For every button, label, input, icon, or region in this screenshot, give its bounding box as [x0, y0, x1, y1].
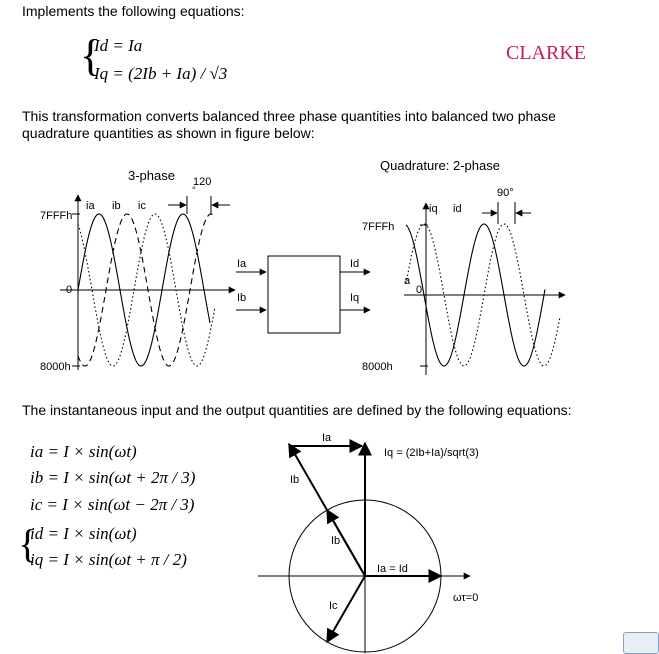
equation-ia: ia = I × sin(ωt): [30, 442, 137, 461]
quadrature-yzero: 0: [416, 284, 423, 296]
paragraph-1-line-1: This transformation converts balanced three phase quantities into balanced two phase: [22, 108, 556, 124]
three-phase-angle: 120: [193, 176, 212, 188]
equation-iq: Iq = (2Ib + Ia) / √3: [94, 64, 228, 83]
phasor-label-ib-outer: Ib: [290, 474, 300, 486]
label-ib: ib: [112, 200, 121, 212]
paragraph-1-line-2: quadrature quantities as shown in figure below:: [22, 125, 315, 141]
phasor-label-wt: ωτ=0: [453, 592, 479, 604]
phasor-label-ia-id: Ia = Id: [377, 563, 408, 575]
equation-brace-2: {: [18, 521, 38, 566]
three-phase-ymax: 7FFFh: [40, 210, 73, 222]
equation-ic: ic = I × sin(ωt − 2π / 3): [30, 495, 195, 514]
three-phase-title: 3-phase: [128, 168, 175, 183]
block-output-q: Iq: [350, 292, 360, 304]
three-phase-ymin: 8000h: [40, 361, 71, 373]
quadrature-angle: 90°: [497, 187, 514, 199]
equation-ib: ib = I × sin(ωt + 2π / 3): [30, 468, 196, 487]
phasor-label-ib-inner: Ib: [331, 535, 341, 547]
quadrature-ymax: 7FFFh: [362, 221, 395, 233]
three-phase-angle-unit: °: [192, 185, 196, 195]
clarke-heading: CLARKE: [506, 42, 586, 64]
block-output-d: Id: [350, 258, 360, 270]
label-id: id: [453, 203, 462, 215]
phasor-label-ic: Ic: [329, 600, 338, 612]
equation-id-bottom: id = I × sin(ωt): [30, 524, 137, 543]
three-phase-yzero: 0: [66, 284, 73, 296]
paragraph-2: The instantaneous input and the output quantities are defined by the following equations:: [22, 402, 572, 418]
block-input-b: Ib: [237, 292, 247, 304]
quadrature-ymin: 8000h: [362, 361, 393, 373]
intro-text: Implements the following equations:: [22, 3, 245, 19]
quadrature-title: Quadrature: 2-phase: [380, 158, 500, 173]
label-ia: ia: [86, 200, 95, 212]
equation-id: Id = Ia: [94, 36, 143, 55]
quadrature-a: a: [404, 275, 411, 287]
label-ic: ic: [138, 200, 146, 212]
phasor-ic-vector: [327, 576, 365, 642]
label-iq: iq: [429, 203, 438, 215]
phasor-label-iq-equation: Iq = (2Ib+Ia)/sqrt(3): [384, 447, 479, 459]
phasor-label-ia-top: Ia: [322, 432, 332, 444]
block-input-a: Ia: [237, 258, 247, 270]
equation-iq-bottom: iq = I × sin(ωt + π / 2): [30, 550, 187, 569]
watermark-logo: [623, 632, 659, 654]
clarke-block: [268, 256, 340, 333]
phasor-ib-outer-vector: [289, 444, 365, 576]
equation-brace: {: [80, 31, 102, 80]
